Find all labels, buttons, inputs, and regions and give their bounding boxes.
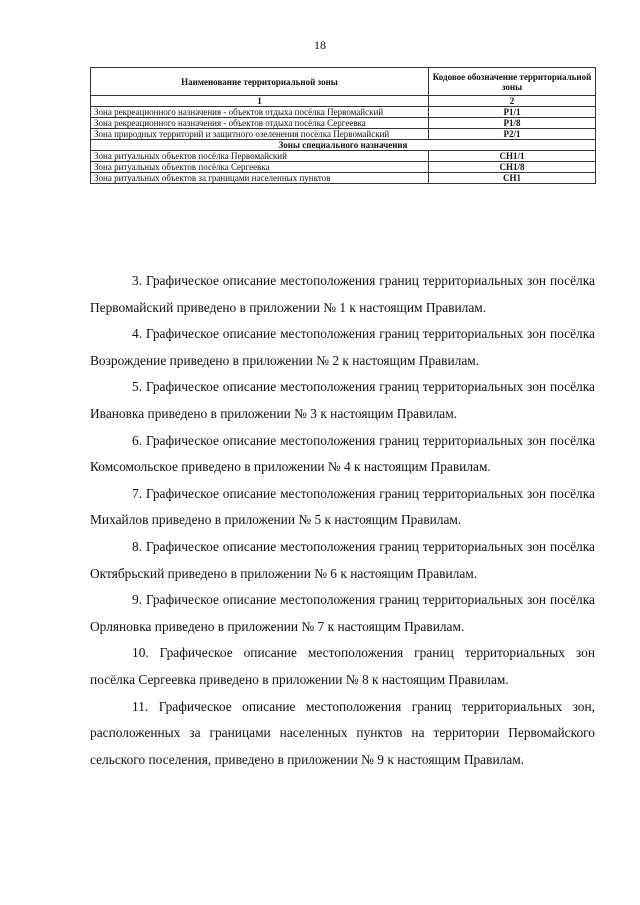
zone-code-cell: Р1/8 <box>429 118 596 129</box>
zone-name-cell: Зона ритуальных объектов посёлка Сергеевка <box>91 162 429 173</box>
zone-code-cell: СН1/8 <box>429 162 596 173</box>
zone-name-cell: Зона ритуальных объектов посёлка Первомайский <box>91 151 429 162</box>
zone-name-cell: Зона ритуальных объектов за границами населенных пунктов <box>91 173 429 184</box>
table-row <box>91 173 596 184</box>
table-row <box>91 151 596 162</box>
zone-name-cell: Зона природных территорий и защитного озеленения посёлка Первомайский <box>91 129 429 140</box>
body-text <box>90 268 595 773</box>
index-col-2: 2 <box>429 96 596 107</box>
zone-code-cell: Р1/1 <box>429 107 596 118</box>
header-zone-code: Кодовое обозначение территориальной зоны <box>429 68 596 96</box>
table-index-row <box>91 96 596 107</box>
zone-code-cell: СН1 <box>429 173 596 184</box>
table-row <box>91 118 596 129</box>
zone-code-cell: СН1/1 <box>429 151 596 162</box>
zone-name-cell: Зона рекреационного назначения - объектов отдыха посёлка Первомайский <box>91 107 429 118</box>
table-header-row <box>91 68 596 96</box>
paragraph-9: 9. Графическое описание местоположения границ территориальных зон посёлка Орляновка приведено в приложении № 7 к настоящим Правилам. <box>90 592 595 634</box>
table-row <box>91 107 596 118</box>
zone-name-cell: Зона рекреационного назначения - объектов отдыха посёлка Сергеевка <box>91 118 429 129</box>
paragraph-6: 6. Графическое описание местоположения границ территориальных зон посёлка Комсомольское приведено в приложении № 4 к настоящим Правилам. <box>90 432 595 475</box>
index-col-1: 1 <box>91 96 429 107</box>
territorial-zones-table <box>90 67 596 184</box>
paragraph-7: 7. Графическое описание местоположения границ территориальных зон посёлка Михайлов приведено в приложении № 5 к настоящим Правилам. <box>90 485 595 528</box>
header-zone-name: Наименование территориальной зоны <box>91 68 429 96</box>
page-number: 18 <box>314 38 326 52</box>
paragraph-8: 8. Графическое описание местоположения границ территориальных зон посёлка Октябрьский приведено в приложении № 6 к настоящим Правилам. <box>90 538 595 581</box>
paragraph-3: 3. Графическое описание местоположения границ территориальных зон посёлка Первомайский приведено в приложении № 1 к настоящим Правилам. <box>90 273 595 315</box>
paragraph-11: 11. Графическое описание местоположения границ территориальных зон, расположенных за границами населенных пунктов на территории Первомайского сельского поселения, приведено в приложении № 9 к настоящим Правилам. <box>90 698 595 767</box>
table-row <box>91 162 596 173</box>
table-section-row <box>91 140 596 151</box>
section-title-cell: Зоны специального назначения <box>91 140 596 151</box>
paragraph-10: 10. Графическое описание местоположения границ территориальных зон посёлка Сергеевка приведено в приложении № 8 к настоящим Правилам. <box>90 645 595 687</box>
table-row <box>91 129 596 140</box>
paragraph-4: 4. Графическое описание местоположения границ территориальных зон посёлка Возрождение приведено в приложении № 2 к настоящим Правилам. <box>90 326 595 368</box>
zone-code-cell: Р2/1 <box>429 129 596 140</box>
paragraph-5: 5. Графическое описание местоположения границ территориальных зон посёлка Ивановка приведено в приложении № 3 к настоящим Правилам. <box>90 379 595 421</box>
